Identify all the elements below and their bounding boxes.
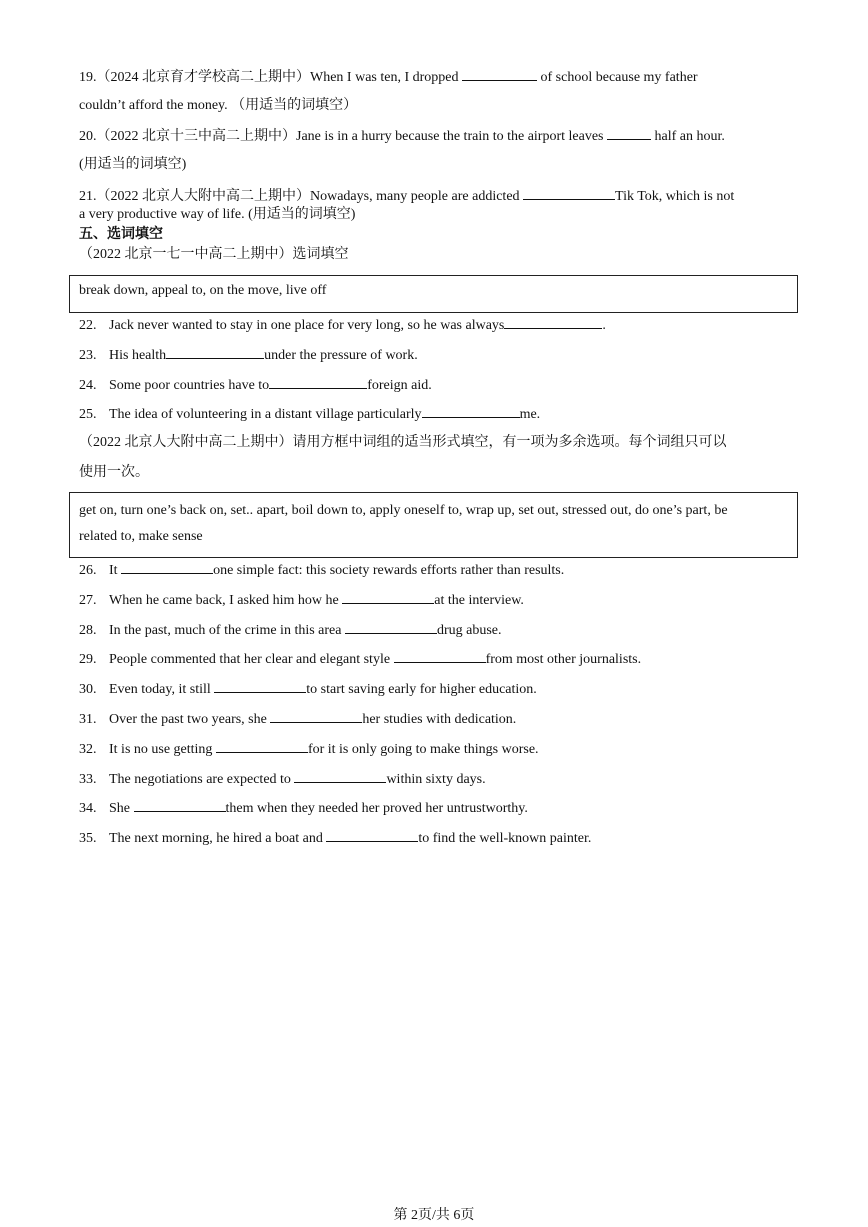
question-text: to start saving early for higher education. (306, 682, 537, 698)
question-number: 25. (79, 407, 97, 423)
question-20 (79, 126, 725, 147)
question-item (79, 620, 502, 641)
section-heading: 五、选词填空 (79, 227, 163, 242)
word-bank-text: break down, appeal to, on the move, live off (79, 283, 327, 298)
question-number: 32. (79, 741, 97, 757)
question-item (79, 739, 539, 760)
question-text: couldn’t afford the money. （用适当的词填空） (79, 98, 358, 113)
question-text: （2024 北京育才学校高二上期中）When I was ten, I dropped (96, 70, 463, 85)
question-text: （2022 北京十三中高二上期中）Jane is in a hurry because the train to the airport leaves (96, 129, 607, 144)
word-bank-box (69, 492, 798, 558)
answer-blank[interactable] (270, 709, 362, 723)
question-21 (79, 186, 734, 207)
question-number: 19. (79, 70, 97, 85)
answer-blank[interactable] (345, 620, 437, 634)
question-number: 34. (79, 801, 97, 817)
question-21-cont (79, 205, 355, 225)
answer-blank[interactable] (422, 404, 520, 418)
question-text: her studies with dedication. (362, 712, 517, 727)
question-item (79, 345, 418, 366)
section-source: （2022 北京人大附中高二上期中）请用方框中词组的适当形式填空，有一项为多余选项。每个词组只可以 (79, 435, 727, 450)
answer-blank[interactable] (166, 345, 264, 359)
question-text: She (109, 801, 134, 817)
question-item (79, 828, 591, 849)
question-19-cont (79, 96, 357, 116)
answer-blank[interactable] (607, 126, 651, 140)
word-bank-box (69, 275, 798, 313)
question-number: 30. (79, 682, 97, 698)
answer-blank[interactable] (462, 67, 537, 81)
question-text: When he came back, I asked him how he (109, 592, 343, 608)
answer-blank[interactable] (326, 828, 418, 842)
question-text: It (109, 563, 122, 578)
answer-blank[interactable] (121, 560, 213, 574)
question-text: Jack never wanted to stay in one place for very long, so he was always (109, 318, 505, 333)
question-item (79, 679, 537, 700)
section-source-cont: 使用一次。 (79, 465, 149, 480)
question-text: People commented that her clear and elegant style (109, 652, 394, 668)
answer-blank[interactable] (216, 739, 308, 753)
question-item (79, 798, 528, 819)
answer-blank[interactable] (394, 649, 486, 663)
question-text: （2022 北京人大附中高二上期中）Nowadays, many people are addicted (96, 189, 524, 204)
question-text: within sixty days. (386, 771, 486, 787)
question-number: 29. (79, 652, 97, 668)
question-text: Over the past two years, she (109, 712, 271, 727)
question-text: from most other journalists. (485, 652, 642, 668)
word-bank-text: get on, turn one’s back on, set.. apart, boil down to, apply oneself to, wrap up, set out, stressed out, do one’s part, be (79, 503, 728, 518)
page-footer: 第 2页/共 6页 (393, 1208, 475, 1223)
question-number: 27. (79, 592, 97, 608)
word-bank-text: related to, make sense (79, 529, 203, 544)
question-text: Some poor countries have to (109, 377, 270, 393)
answer-blank[interactable] (523, 186, 615, 200)
question-text: In the past, much of the crime in this area (109, 622, 345, 638)
question-text: foreign aid. (367, 377, 432, 393)
question-number: 31. (79, 712, 97, 727)
question-text: to find the well-known painter. (418, 831, 592, 847)
answer-blank[interactable] (504, 315, 602, 329)
question-item (79, 590, 524, 611)
question-text: The negotiations are expected to (109, 771, 295, 787)
answer-blank[interactable] (134, 798, 226, 812)
question-item (79, 315, 606, 336)
question-text: me. (519, 407, 541, 423)
question-number: 21. (79, 189, 97, 204)
answer-blank[interactable] (294, 769, 386, 783)
question-number: 28. (79, 622, 97, 638)
question-text: His health (109, 347, 167, 363)
question-text: drug abuse. (436, 622, 502, 638)
answer-blank[interactable] (269, 375, 367, 389)
question-number: 26. (79, 563, 97, 578)
question-text: half an hour. (651, 129, 725, 144)
question-text: It is no use getting (109, 741, 216, 757)
question-text: a very productive way of life. (用适当的词填空) (79, 207, 356, 222)
question-item (79, 709, 516, 730)
question-text: of school because my father (537, 70, 698, 85)
question-number: 35. (79, 831, 97, 847)
question-text: one simple fact: this society rewards efforts rather than results. (213, 563, 565, 578)
answer-blank[interactable] (342, 590, 434, 604)
question-text: them when they needed her proved her untrustworthy. (225, 801, 528, 817)
question-number: 23. (79, 347, 97, 363)
question-text: Tik Tok, which is not (615, 189, 735, 204)
question-text: for it is only going to make things worse. (307, 741, 539, 757)
question-item (79, 404, 540, 425)
question-text: (用适当的词填空) (79, 157, 187, 172)
answer-blank[interactable] (214, 679, 306, 693)
question-number: 20. (79, 129, 97, 144)
question-number: 33. (79, 771, 97, 787)
question-20-cont (79, 155, 186, 175)
question-text: Even today, it still (109, 682, 215, 698)
question-text: . (602, 318, 606, 333)
question-item (79, 560, 564, 581)
question-number: 24. (79, 377, 97, 393)
question-19 (79, 67, 698, 88)
question-number: 22. (79, 318, 97, 333)
section-source: （2022 北京一七一中高二上期中）选词填空 (79, 247, 349, 262)
question-item (79, 375, 432, 396)
question-text: under the pressure of work. (264, 347, 418, 363)
question-item (79, 769, 486, 790)
question-text: The next morning, he hired a boat and (109, 831, 327, 847)
question-text: at the interview. (434, 592, 524, 608)
question-item (79, 649, 641, 670)
question-text: The idea of volunteering in a distant village particularly (109, 407, 422, 423)
